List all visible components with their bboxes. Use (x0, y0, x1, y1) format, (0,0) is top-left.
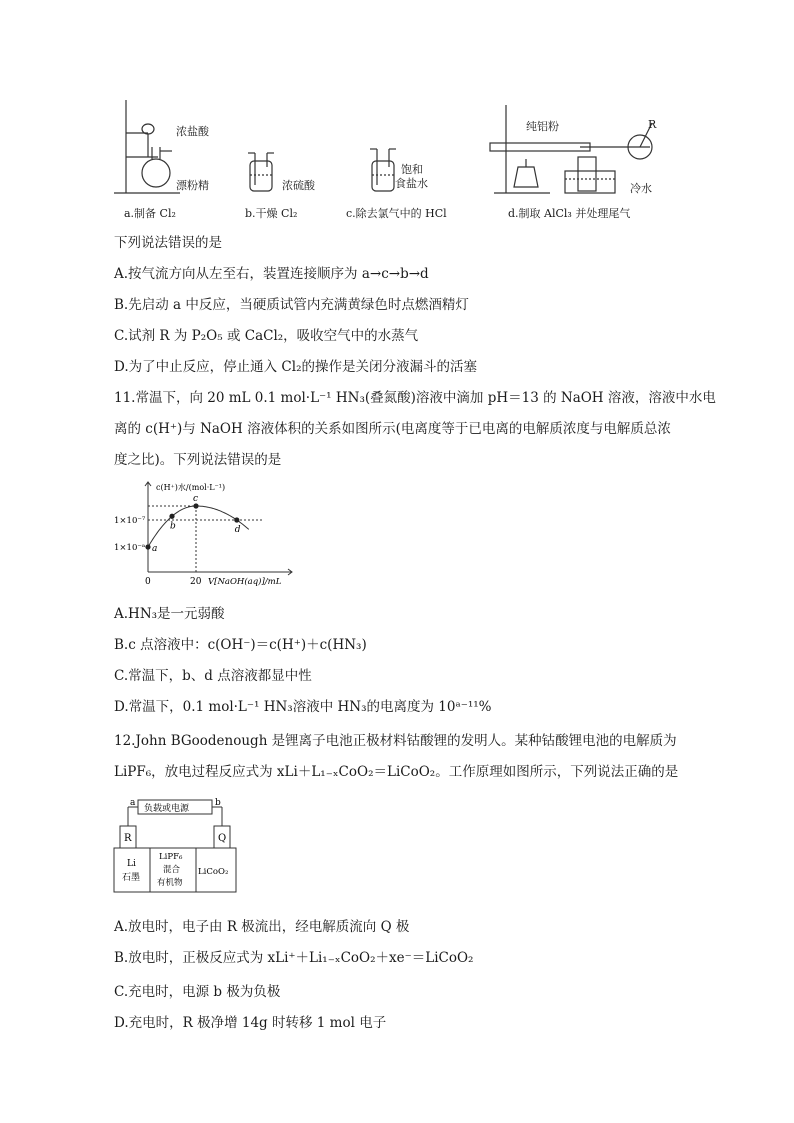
water-ionization-chart (112, 476, 302, 588)
left-cell-graphite: 石墨 (122, 873, 141, 883)
point-label-a: a (152, 544, 158, 554)
label-r-tube: R (648, 118, 657, 131)
q11-option-d[interactable]: D.常温下，0.1 mol·L⁻¹ HN₃溶液中 HN₃的电离度为 10ᵃ⁻¹¹% (114, 699, 492, 715)
q12-stem-line2: LiPF₆，放电过程反应式为 xLi＋L₁₋ₓCoO₂＝LiCoO₂。工作原理如图所示，下列说法正确的是 (114, 764, 679, 780)
mid-cell-organic: 有机物 (157, 878, 183, 888)
q10-option-a[interactable]: A.按气流方向从左至右，装置连接顺序为 a→c→b→d (114, 266, 429, 282)
q10-option-d[interactable]: D.为了中止反应，停止通入 Cl₂的操作是关闭分液漏斗的活塞 (114, 359, 477, 375)
point-c (193, 503, 198, 508)
caption-b: b.干燥 Cl₂ (245, 207, 298, 220)
terminal-b: b (215, 798, 221, 808)
q11-stem-line3: 度之比)。下列说法错误的是 (114, 452, 282, 468)
q11-option-b[interactable]: B.c 点溶液中：c(OH⁻)＝c(H⁺)＋c(HN₃) (114, 637, 367, 653)
point-label-b: b (170, 521, 176, 532)
electrode-q-label: Q (218, 833, 227, 844)
point-label-c: c (193, 494, 199, 504)
q12-option-c[interactable]: C.充电时，电源 b 极为负极 (114, 984, 281, 1000)
x-axis-title: V[NaOH(aq)]/mL (208, 577, 282, 587)
q12-stem-line1: 12.John BGoodenough 是锂离子电池正极材料钴酸锂的发明人。某种钴酸锂电池的电解质为 (114, 733, 677, 749)
q10-option-c[interactable]: C.试剂 R 为 P₂O₅ 或 CaCl₂，吸收空气中的水蒸气 (114, 328, 419, 344)
q12-option-b[interactable]: B.放电时，正极反应式为 xLi⁺＋Li₁₋ₓCoO₂＋xe⁻＝LiCoO₂ (114, 950, 474, 966)
point-d (234, 517, 239, 522)
reagent-label-brine: 食盐水 (395, 177, 428, 190)
q12-option-d[interactable]: D.充电时，R 极净增 14g 时转移 1 mol 电子 (114, 1015, 387, 1031)
label-cold-water: 冷水 (630, 182, 652, 195)
point-b (169, 514, 174, 519)
electrode-r-label: R (124, 833, 132, 844)
load-label: 负载或电源 (144, 804, 190, 814)
point-a (145, 544, 150, 549)
right-cell-licoo2: LiCoO₂ (198, 867, 229, 877)
q12-option-a[interactable]: A.放电时，电子由 R 极流出，经电解质流向 Q 极 (114, 919, 410, 935)
reagent-label-bleaching-powder: 漂粉精 (176, 179, 209, 192)
y-tick-1e-7: 1×10⁻⁷ (114, 516, 146, 526)
caption-d: d.制取 AlCl₃ 并处理尾气 (508, 207, 631, 220)
x-tick-20: 20 (190, 577, 202, 587)
x-tick-0: 0 (145, 577, 151, 587)
reagent-label-saturated: 饱和 (401, 163, 423, 176)
caption-a: a.制备 Cl₂ (124, 207, 176, 220)
reagent-label-al-powder: 纯铝粉 (526, 120, 559, 133)
caption-c: c.除去氯气中的 HCl (346, 207, 447, 220)
point-label-d: d (234, 525, 241, 535)
terminal-a: a (130, 798, 136, 808)
curve-line (148, 506, 249, 547)
reagent-label-conc-h2so4: 浓硫酸 (282, 179, 315, 192)
q10-option-b[interactable]: B.先启动 a 中反应，当硬质试管内充满黄绿色时点燃酒精灯 (114, 297, 469, 313)
y-axis-title: c(H⁺)水/(mol·L⁻¹) (156, 483, 226, 492)
q11-stem-line2: 离的 c(H⁺)与 NaOH 溶液体积的关系如图所示(电离度等于已电离的电解质浓度与电解质总浓 (114, 421, 671, 437)
q10-stem: 下列说法错误的是 (114, 235, 222, 251)
q11-stem-line1: 11.常温下，向 20 mL 0.1 mol·L⁻¹ HN₃(叠氮酸)溶液中滴加 pH＝13 的 NaOH 溶液，溶液中水电 (114, 390, 716, 406)
mid-cell-lipf6: LiPF₆ (159, 852, 183, 862)
q11-option-a[interactable]: A.HN₃是一元弱酸 (114, 606, 225, 622)
left-cell-li: Li (127, 859, 136, 869)
apparatus-figure (110, 95, 680, 220)
y-tick-1e-a: 1×10⁻ᵃ (114, 543, 146, 553)
mid-cell-mixed: 混合 (163, 865, 181, 875)
battery-diagram (112, 796, 242, 896)
reagent-label-conc-hcl: 浓盐酸 (176, 125, 209, 138)
q11-option-c[interactable]: C.常温下，b、d 点溶液都显中性 (114, 668, 312, 684)
